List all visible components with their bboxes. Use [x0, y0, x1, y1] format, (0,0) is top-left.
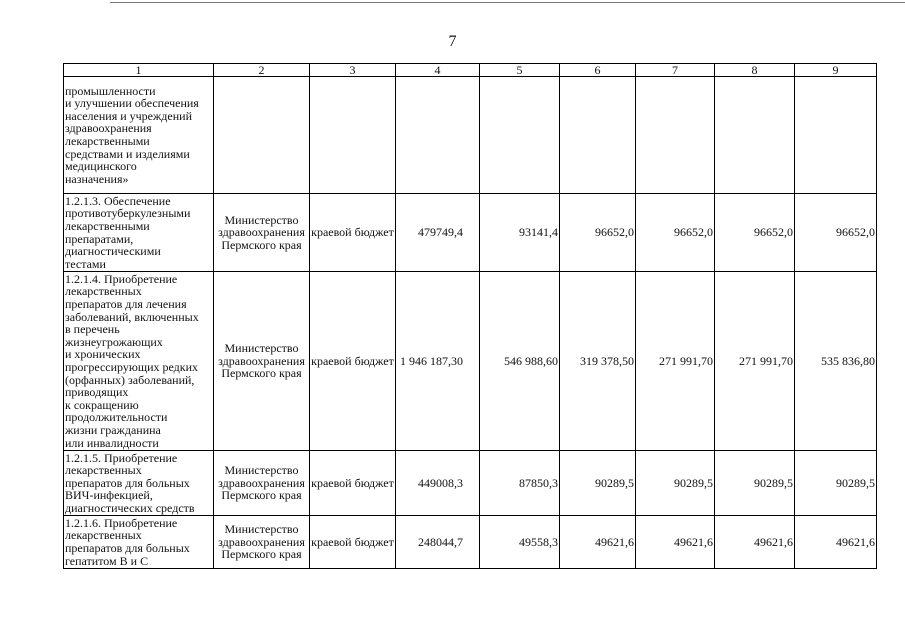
- description-line: гепатитом В и С: [65, 553, 149, 568]
- ministry-cell: [214, 77, 310, 194]
- description-line: жизни гражданина: [65, 422, 161, 437]
- page-number: 7: [448, 33, 457, 50]
- description-cell: [64, 272, 214, 451]
- description-line: лекарственных: [65, 463, 142, 478]
- table-row: [64, 516, 877, 569]
- description-line: медицинского: [65, 159, 137, 174]
- description-line: промышленности: [65, 83, 156, 98]
- value-cell: [795, 77, 877, 194]
- value-cell: 271 991,70: [636, 272, 715, 451]
- description-line: и улучшении обеспечения: [65, 96, 199, 111]
- description-line: противотуберкулезными: [65, 206, 191, 221]
- description-line: лекарственными: [65, 134, 150, 148]
- description-line: 1.2.1.5. Приобретение: [65, 450, 178, 465]
- value-cell: [636, 77, 715, 194]
- budget-cell: краевой бюджет: [310, 451, 396, 516]
- value-cell: [560, 77, 636, 194]
- description-line: ВИЧ-инфекцией,: [65, 488, 153, 503]
- ministry-cell: Министерство здравоохранения Пермского края: [214, 451, 310, 516]
- table-row: [64, 77, 877, 194]
- description-line: препаратов для больных: [65, 541, 190, 555]
- value-cell: 93141,4: [480, 194, 560, 272]
- value-cell: 87850,3: [480, 451, 560, 516]
- value-cell: 319 378,50: [560, 272, 636, 451]
- value-cell: 248044,7: [396, 516, 480, 569]
- value-cell: 96652,0: [795, 194, 877, 272]
- description-line: лекарственными: [65, 218, 150, 233]
- table-row: [64, 272, 877, 451]
- value-cell: 479749,4: [396, 194, 480, 272]
- col-header: 9: [795, 64, 877, 77]
- value-cell: 49621,6: [636, 516, 715, 569]
- col-header: 7: [636, 64, 715, 77]
- value-cell: 96652,0: [715, 194, 795, 272]
- description-line: населения и учреждений: [65, 108, 192, 123]
- col-header: 3: [310, 64, 396, 77]
- value-cell: 49621,6: [795, 516, 877, 569]
- scan-edge-line: [110, 2, 905, 3]
- description-line: лекарственных: [65, 528, 142, 543]
- col-header: 1: [64, 64, 214, 77]
- value-cell: [715, 77, 795, 194]
- description-line: диагностическими: [65, 244, 161, 259]
- ministry-cell: Министерство здравоохранения Пермского края: [214, 516, 310, 569]
- ministry-cell: Министерство здравоохранения Пермского края: [214, 272, 310, 451]
- value-cell: [396, 77, 480, 194]
- col-header: 6: [560, 64, 636, 77]
- value-cell: 49558,3: [480, 516, 560, 569]
- description-line: 1.2.1.6. Приобретение: [65, 515, 178, 530]
- description-line: лекарственных: [65, 284, 142, 299]
- description-line: в перечень: [65, 322, 120, 337]
- description-line: приводящих: [65, 385, 129, 400]
- description-cell: [64, 194, 214, 272]
- description-line: тестами: [65, 256, 106, 271]
- description-line: здравоохранения: [65, 121, 152, 136]
- description-line: или инвалидности: [65, 435, 159, 450]
- description-line: (орфанных) заболеваний,: [65, 372, 195, 387]
- table-row: [64, 451, 877, 516]
- description-line: 1.2.1.4. Приобретение: [65, 271, 178, 286]
- description-line: прогрессирующих редких: [65, 360, 199, 374]
- ministry-cell: Министерство здравоохранения Пермского края: [214, 194, 310, 272]
- col-header: 8: [715, 64, 795, 77]
- description-line: средствами и изделиями: [65, 146, 190, 161]
- description-cell: [64, 451, 214, 516]
- value-cell: 90289,5: [636, 451, 715, 516]
- description-line: 1.2.1.3. Обеспечение: [65, 193, 171, 208]
- value-cell: 271 991,70: [715, 272, 795, 451]
- value-cell: 1 946 187,30: [396, 272, 480, 451]
- budget-table: [63, 63, 877, 569]
- value-cell: 96652,0: [560, 194, 636, 272]
- budget-cell: краевой бюджет: [310, 516, 396, 569]
- value-cell: 90289,5: [715, 451, 795, 516]
- description-line: препаратов для лечения: [65, 297, 187, 312]
- description-cell: [64, 516, 214, 569]
- col-header: 4: [396, 64, 480, 77]
- description-line: продолжительности: [65, 410, 168, 425]
- description-line: жизнеугрожающих: [65, 334, 163, 349]
- value-cell: 90289,5: [795, 451, 877, 516]
- description-cell: [64, 77, 214, 194]
- value-cell: 96652,0: [636, 194, 715, 272]
- value-cell: 535 836,80: [795, 272, 877, 451]
- description-line: к сокращению: [65, 397, 139, 412]
- value-cell: 449008,3: [396, 451, 480, 516]
- description-line: препаратов для больных: [65, 475, 190, 490]
- value-cell: 49621,6: [715, 516, 795, 569]
- col-header: 5: [480, 64, 560, 77]
- value-cell: 90289,5: [560, 451, 636, 516]
- description-line: диагностических средств: [65, 500, 195, 515]
- value-cell: 546 988,60: [480, 272, 560, 451]
- description-line: и хронических: [65, 347, 141, 362]
- table-row: [64, 194, 877, 272]
- header-row: [64, 64, 877, 77]
- description-line: препаратами,: [65, 231, 134, 246]
- value-cell: [480, 77, 560, 194]
- budget-cell: [310, 77, 396, 194]
- description-line: заболеваний, включенных: [65, 309, 199, 324]
- description-line: назначения»: [65, 171, 129, 186]
- col-header: 2: [214, 64, 310, 77]
- value-cell: 49621,6: [560, 516, 636, 569]
- budget-cell: краевой бюджет: [310, 272, 396, 451]
- budget-cell: краевой бюджет: [310, 194, 396, 272]
